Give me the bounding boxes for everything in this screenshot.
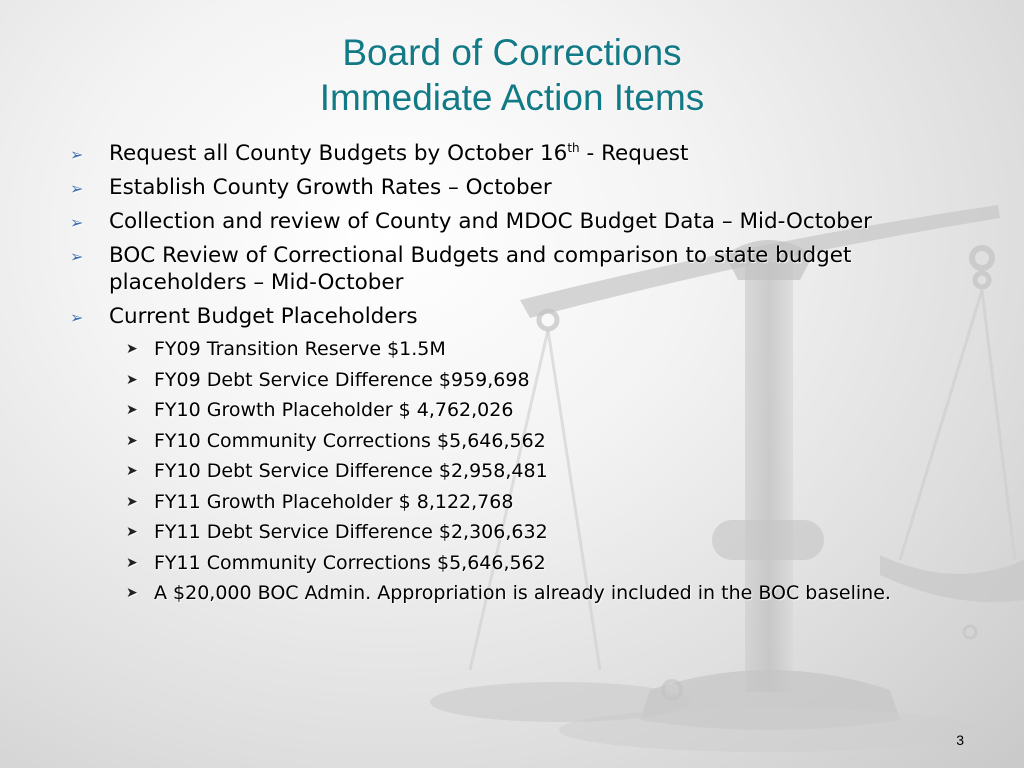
sub-bullet-item: [70, 551, 920, 575]
arrow-bullet-icon: ➢: [70, 247, 84, 266]
sub-bullet-item: [70, 490, 920, 514]
sub-bullet-item: [70, 337, 920, 361]
arrow-bullet-icon: ➢: [70, 308, 84, 327]
bullet-superscript: th: [567, 140, 580, 155]
arrow-bullet-icon: ➤: [126, 585, 138, 601]
page-number: 3: [956, 732, 964, 748]
arrow-bullet-icon: ➤: [126, 432, 138, 449]
sub-bullet-item: [70, 429, 920, 453]
bullet-list: [70, 140, 920, 612]
slide-title: [0, 30, 1024, 120]
arrow-bullet-icon: ➤: [126, 341, 138, 357]
arrow-bullet-icon: ➢: [70, 145, 84, 164]
bullet-text: BOC Review of Correctional Budgets and comparison to state budget placeholders – Mid-October: [109, 243, 852, 295]
sub-bullet-text: A $20,000 BOC Admin. Appropriation is already included in the BOC baseline.: [154, 582, 891, 604]
sub-bullet-item: [70, 459, 920, 483]
arrow-bullet-icon: ➢: [70, 213, 84, 232]
sub-bullet-text: FY11 Community Corrections $5,646,562: [154, 551, 546, 574]
title-line-1: Board of Corrections: [342, 32, 682, 73]
arrow-bullet-icon: ➤: [126, 402, 138, 418]
bullet-text: Request all County Budgets by October 16: [109, 141, 568, 166]
sub-bullet-text: FY09 Debt Service Difference $959,698: [154, 368, 530, 391]
bullet-item: [70, 242, 920, 296]
bullet-item: [70, 174, 920, 201]
sub-bullet-text: FY10 Debt Service Difference $2,958,481: [154, 460, 548, 482]
arrow-bullet-icon: ➤: [126, 371, 138, 388]
bullet-text: Collection and review of County and MDOC Budget Data – Mid-October: [109, 209, 873, 234]
arrow-bullet-icon: ➤: [126, 493, 138, 510]
sub-bullet-item: [70, 520, 920, 544]
arrow-bullet-icon: ➢: [70, 179, 84, 198]
arrow-bullet-icon: ➤: [126, 463, 138, 479]
sub-bullet-text: FY09 Transition Reserve $1.5M: [154, 338, 446, 360]
sub-bullet-text: FY11 Growth Placeholder $ 8,122,768: [154, 490, 514, 513]
bullet-item: [70, 303, 920, 330]
arrow-bullet-icon: ➤: [126, 524, 138, 540]
bullet-text: Establish County Growth Rates – October: [109, 175, 552, 200]
sub-bullet-item: [70, 398, 920, 422]
sub-bullet-text: FY10 Growth Placeholder $ 4,762,026: [154, 399, 514, 421]
bullet-item: [70, 140, 920, 167]
bullet-text: Current Budget Placeholders: [109, 304, 418, 329]
sub-bullet-text: FY10 Community Corrections $5,646,562: [154, 429, 546, 452]
sub-bullet-list: [70, 337, 920, 605]
sub-bullet-item: [70, 368, 920, 392]
sub-bullet-text: FY11 Debt Service Difference $2,306,632: [154, 521, 548, 543]
sub-bullet-item: [70, 581, 920, 605]
bullet-item: [70, 208, 920, 235]
title-line-2: Immediate Action Items: [319, 77, 705, 118]
arrow-bullet-icon: ➤: [126, 554, 138, 571]
bullet-text-after: - Request: [579, 141, 689, 166]
